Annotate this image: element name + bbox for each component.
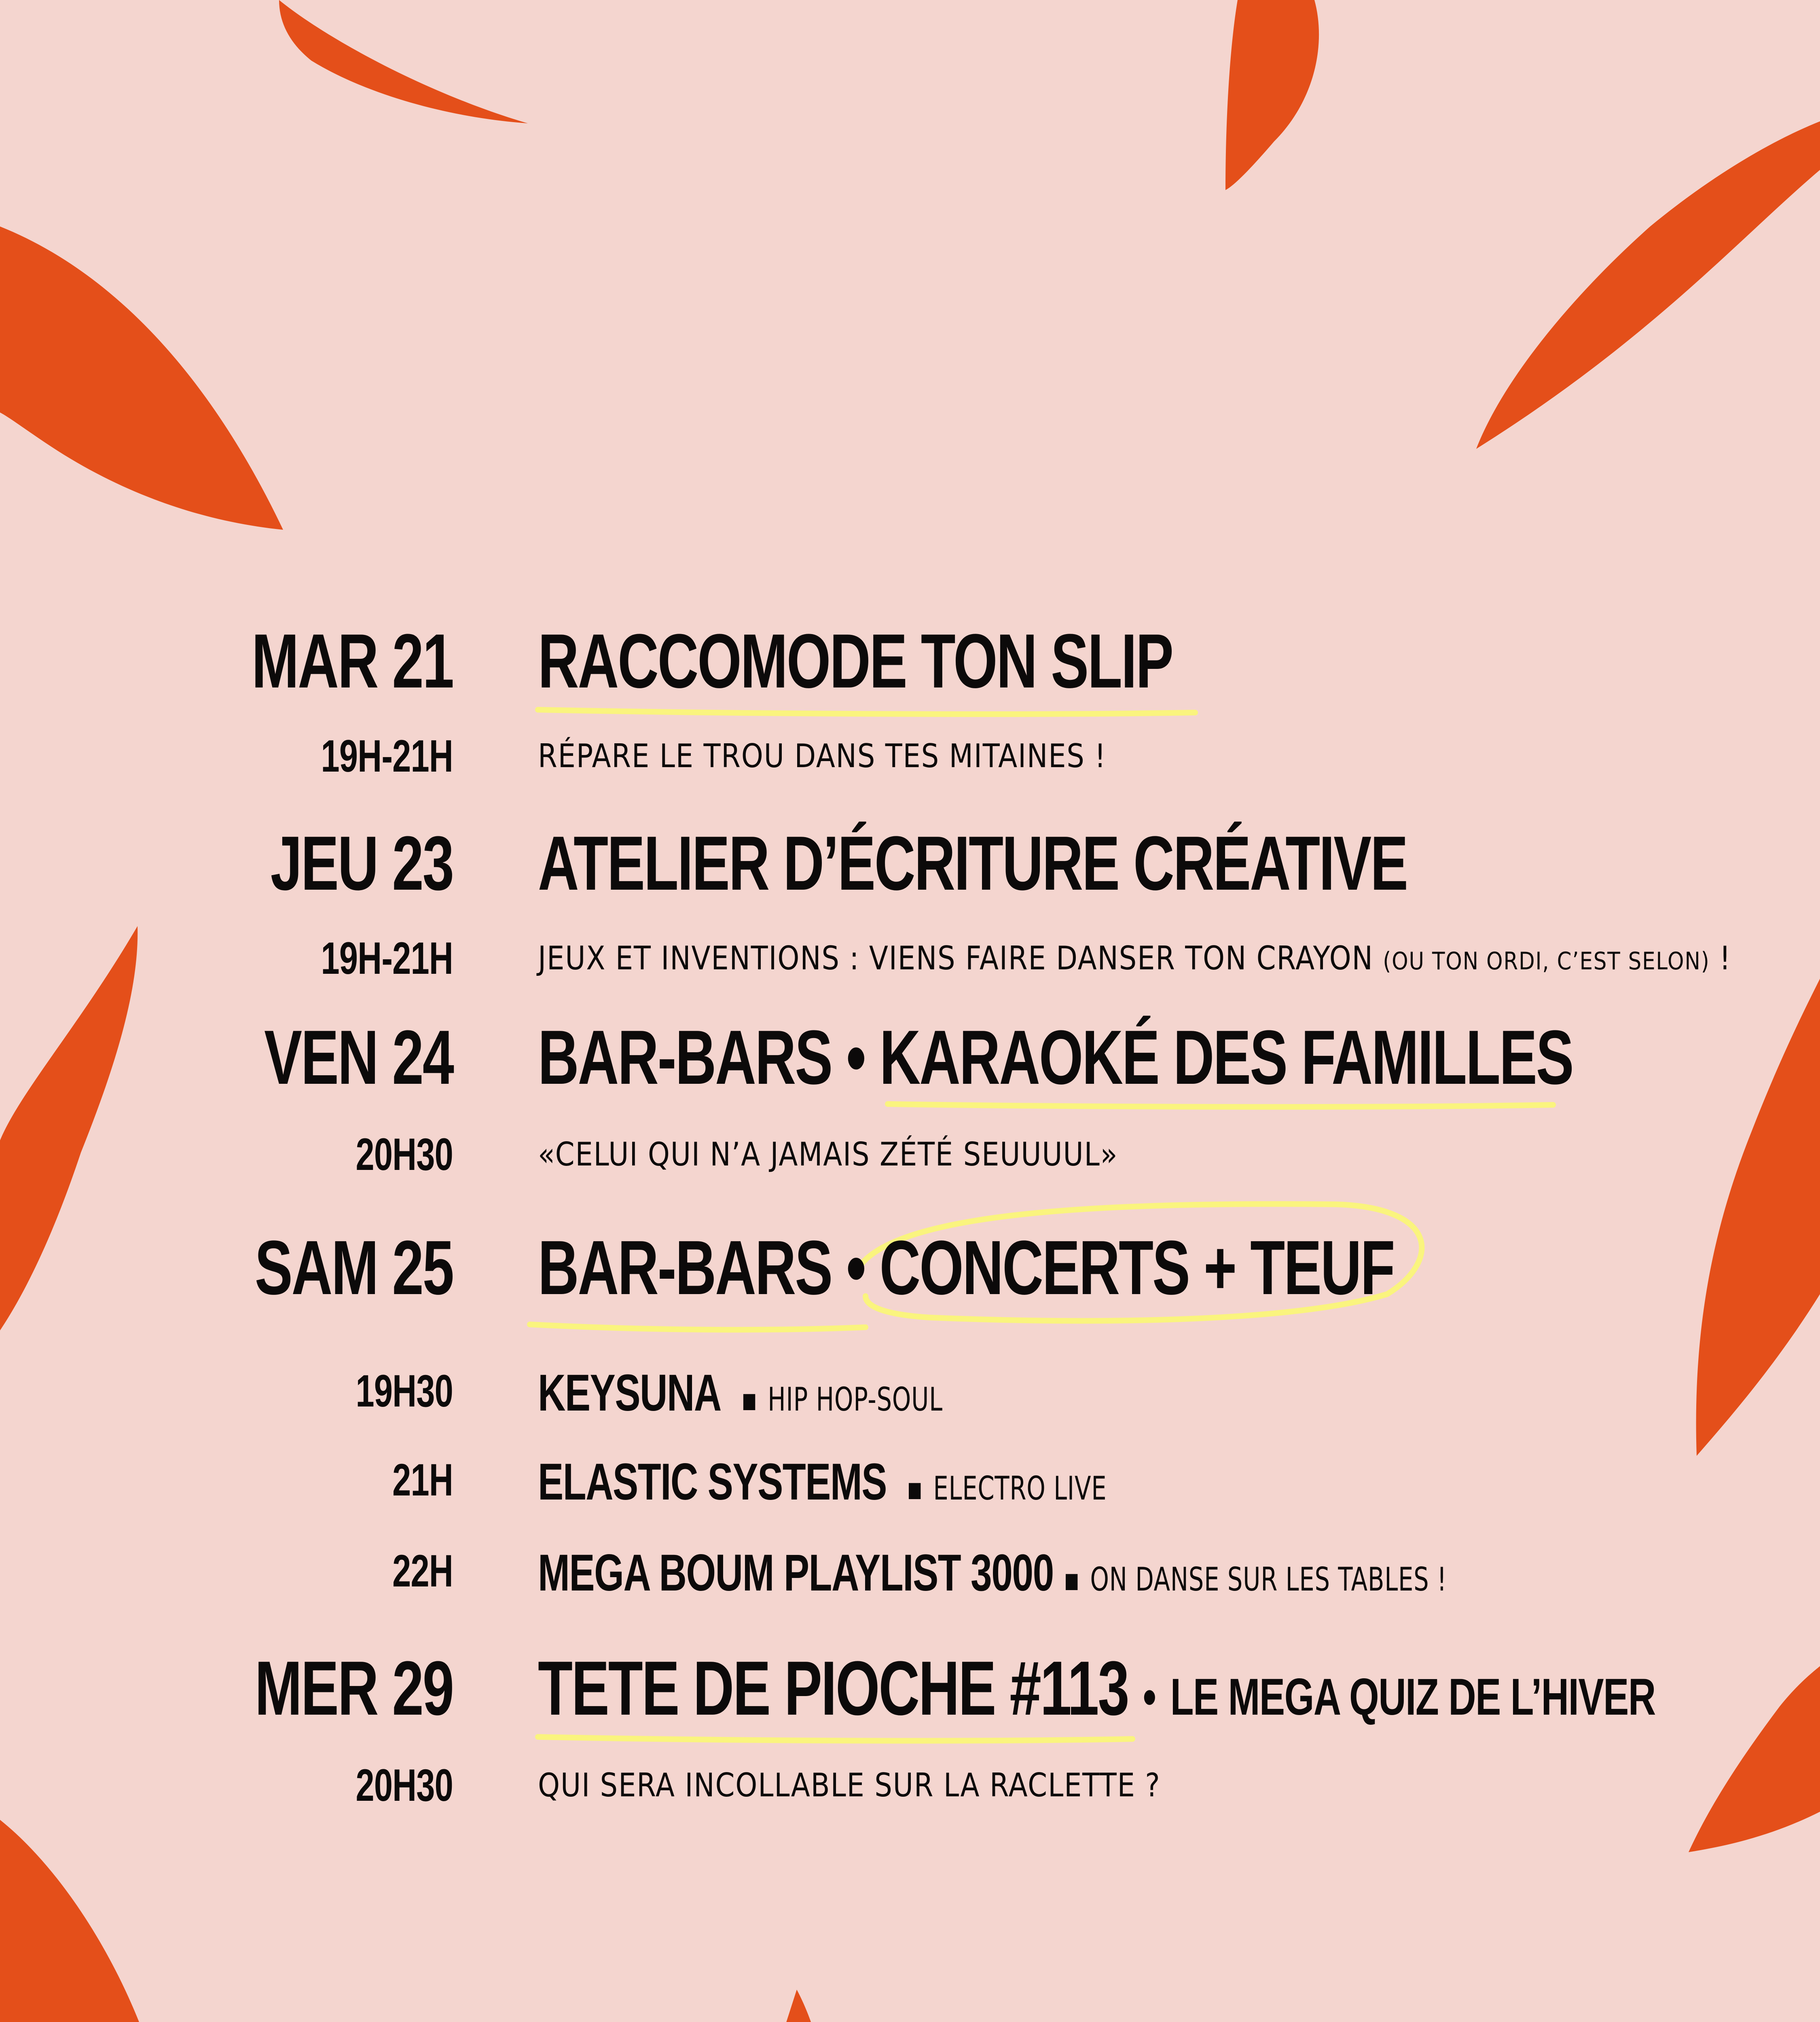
act-time: 19H30 [356, 1366, 453, 1416]
event-title-line [538, 1642, 1655, 1744]
leaf-bottom-center [716, 1990, 843, 2022]
event-subtitle: LE MEGA QUIZ DE L’HIVER [1170, 1668, 1655, 1726]
act-name: ELASTIC SYSTEMS [538, 1453, 887, 1511]
event-note-main: JEUX ET INVENTIONS : VIENS FAIRE DANSER TON CRAYON [538, 939, 1373, 977]
event-date: SAM 25 [254, 1225, 453, 1311]
leaf-right-lower [1689, 1666, 1820, 1852]
act-name: MEGA BOUM PLAYLIST 3000 [538, 1544, 1054, 1602]
act-time: 22H [392, 1546, 453, 1596]
event-time: 20H30 [356, 1760, 453, 1810]
separator-dot: • [846, 1015, 865, 1100]
event-title: ATELIER D’ÉCRITURE CRÉATIVE [538, 821, 1407, 906]
event-time: 19H-21H [321, 731, 453, 781]
event-note-aside: (OU TON ORDI, C’EST SELON) [1383, 947, 1710, 975]
separator-square: ▪ [741, 1381, 758, 1418]
event-title: KARAOKÉ DES FAMILLES [879, 1015, 1573, 1100]
act-line [538, 1452, 1107, 1519]
act-name: KEYSUNA [538, 1364, 721, 1422]
separator-dot: • [846, 1225, 865, 1311]
leaf-left-middle [0, 926, 138, 1330]
event-note: QUI SERA INCOLLABLE SUR LA RACLETTE ? [538, 1766, 1161, 1804]
underline-bar-bars [530, 1324, 866, 1330]
event-note [538, 936, 1731, 984]
underline-raccomode [538, 710, 1195, 714]
event-title: CONCERTS + TEUF [879, 1225, 1394, 1311]
act-line [538, 1543, 1447, 1610]
act-genre: ON DANSE SUR LES TABLES ! [1090, 1561, 1447, 1598]
separator-square: ▪ [1063, 1561, 1080, 1598]
event-date: VEN 24 [264, 1015, 453, 1100]
leaf-bottom-left [0, 1820, 186, 2022]
event-title: RACCOMODE TON SLIP [538, 618, 1172, 704]
event-title-line [538, 1221, 1394, 1314]
event-title-prefix: BAR-BARS [538, 1225, 832, 1311]
leaf-top-right [1476, 121, 1820, 449]
event-note: RÉPARE LE TROU DANS TES MITAINES ! [538, 737, 1107, 775]
leaf-top-left [279, 0, 528, 123]
separator-square: ▪ [906, 1470, 923, 1507]
act-genre: ELECTRO LIVE [933, 1470, 1107, 1507]
event-note: «CELUI QUI N’A JAMAIS ZÉTÉ SEUUUUL» [538, 1136, 1118, 1173]
event-time: 20H30 [356, 1129, 453, 1180]
act-time: 21H [392, 1455, 453, 1505]
act-genre: HIP HOP-SOUL [768, 1381, 943, 1418]
event-note-end: ! [1719, 939, 1731, 977]
leaf-top-center [1225, 0, 1319, 190]
event-title-prefix: BAR-BARS [538, 1015, 832, 1100]
event-date: MAR 21 [252, 618, 453, 704]
separator-dot: • [1143, 1668, 1156, 1726]
act-line [538, 1363, 943, 1430]
event-title-line [538, 1011, 1573, 1104]
underline-karaoke [888, 1104, 1553, 1107]
event-time: 19H-21H [321, 933, 453, 984]
leaf-left-upper [0, 226, 283, 530]
event-date: JEU 23 [270, 821, 453, 906]
leaf-right-middle [1696, 979, 1820, 1456]
event-title: TETE DE PIOCHE #113 [538, 1646, 1128, 1731]
event-date: MER 29 [254, 1646, 453, 1731]
